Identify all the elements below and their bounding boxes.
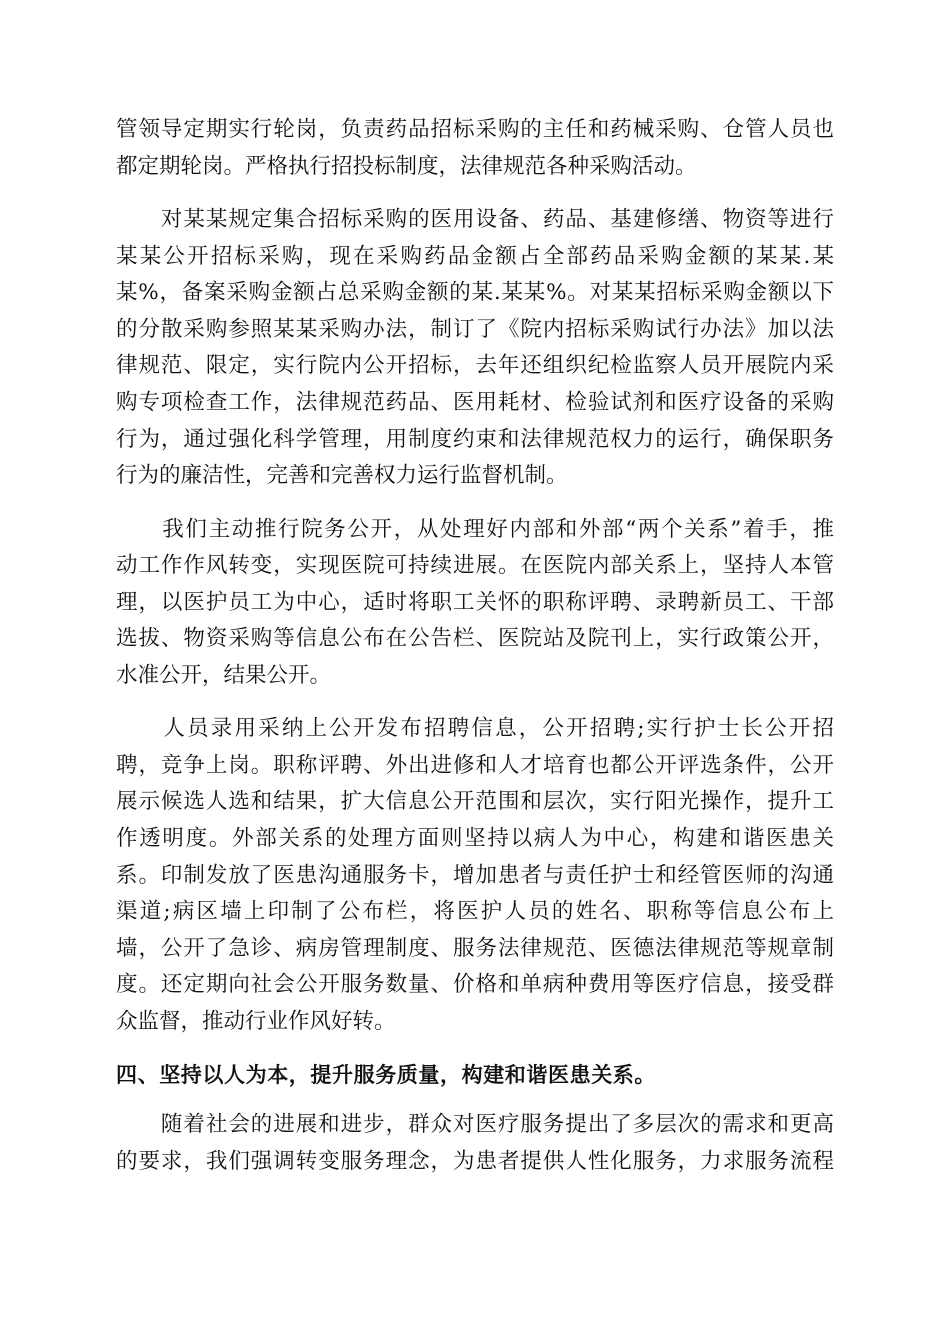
- text-line: 都定期轮岗。严格执行招投标制度，法律规范各种采购活动。: [116, 153, 697, 179]
- text-line: 某某公开招标采购，现在采购药品金额占全部药品采购金额的某某.某: [116, 243, 834, 269]
- text-line: 行为的廉洁性，完善和完善权力运行监督机制。: [116, 463, 568, 489]
- text-line: 律规范、限定，实行院内公开招标，去年还组织纪检监察人员开展院内采: [116, 353, 834, 379]
- text-line: 理，以医护员工为中心，适时将职工关怀的职称评聘、录聘新员工、干部: [116, 589, 834, 615]
- text-line: 系。印制发放了医患沟通服务卡，增加患者与责任护士和经管医师的沟通: [116, 862, 834, 888]
- paragraph-2: [116, 202, 834, 495]
- paragraph-1: [116, 112, 834, 185]
- section-heading: 四、坚持以人为本，提升服务质量，构建和谐医患关系。: [116, 1063, 656, 1088]
- text-line: 随着社会的进展和进步，群众对医疗服务提出了多层次的需求和更高: [116, 1112, 834, 1138]
- paragraph-4: [116, 711, 834, 1040]
- text-line: 渠道;病区墙上印制了公布栏，将医护人员的姓名、职称等信息公布上: [116, 899, 834, 925]
- text-line: 众监督，推动行业作风好转。: [116, 1009, 396, 1035]
- text-line: 度。还定期向社会公开服务数量、价格和单病种费用等医疗信息，接受群: [116, 972, 834, 998]
- text-line: 我们主动推行院务公开，从处理好内部和外部“两个关系”着手，推: [116, 516, 834, 542]
- paragraph-5: [116, 1107, 834, 1180]
- text-line: 动工作作风转变，实现医院可持续进展。在医院内部关系上，坚持人本管: [116, 553, 834, 579]
- text-line: 的分散采购参照某某采购办法，制订了《院内招标采购试行办法》加以法: [116, 316, 834, 342]
- text-line: 人员录用采纳上公开发布招聘信息，公开招聘;实行护士长公开招: [116, 716, 834, 742]
- text-line: 展示候选人选和结果，扩大信息公开范围和层次，实行阳光操作，提升工: [116, 789, 834, 815]
- text-line: 作透明度。外部关系的处理方面则坚持以病人为中心，构建和谐医患关: [116, 826, 834, 852]
- document-body: [116, 112, 834, 1197]
- text-line: 墙，公开了急诊、病房管理制度、服务法律规范、医德法律规范等规章制: [116, 935, 834, 961]
- text-line: 聘，竞争上岗。职称评聘、外出进修和人才培育也都公开评选条件，公开: [116, 752, 834, 778]
- text-line: 某%，备案采购金额占总采购金额的某.某某%。对某某招标采购金额以下: [116, 280, 834, 306]
- text-line: 的要求，我们强调转变服务理念，为患者提供人性化服务，力求服务流程: [116, 1148, 834, 1174]
- text-line: 水准公开，结果公开。: [116, 662, 332, 688]
- text-line: 管领导定期实行轮岗，负责药品招标采购的主任和药械采购、仓管人员也: [116, 117, 834, 142]
- text-line: 对某某规定集合招标采购的医用设备、药品、基建修缮、物资等进行: [116, 206, 834, 232]
- text-line: 选拔、物资采购等信息公布在公告栏、医院站及院刊上，实行政策公开，: [116, 626, 834, 652]
- paragraph-3: [116, 512, 834, 695]
- text-line: 购专项检查工作，法律规范药品、医用耗材、检验试剂和医疗设备的采购: [116, 389, 834, 415]
- text-line: 行为，通过强化科学管理，用制度约束和法律规范权力的运行，确保职务: [116, 426, 834, 452]
